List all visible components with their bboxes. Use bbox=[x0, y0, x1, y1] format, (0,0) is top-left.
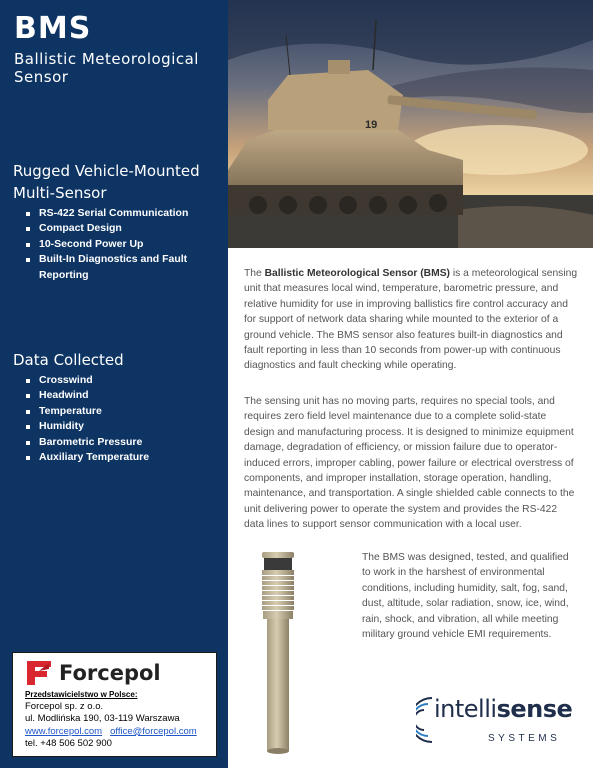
tank-hero-image bbox=[228, 0, 593, 248]
intro-product-name: Ballistic Meteorological Sensor (BMS) bbox=[264, 268, 450, 279]
intro-rest: is a meteorological sensing unit that measures local wind, temperature, barometric pressure, and relative humidity for use in improving ballistics fire control accuracy and for support of network data sharing while mounted to the exterior of a ground vehicle. The BMS sensor also features built-in diagnostics and fault reporting in less than 10 seconds from power-up with continuous diagnostics and fault checking while operating. bbox=[244, 268, 578, 372]
product-title: BMS bbox=[14, 11, 92, 46]
turret-number: 19 bbox=[365, 119, 378, 131]
forcepol-logo-icon bbox=[25, 659, 53, 687]
list-item: Compact Design bbox=[24, 221, 220, 236]
qualification-paragraph: The BMS was designed, tested, and qualified to work in the harshest of environmental conditions, including humidity, salt, fog, sand, dust, altitude, solar radiation, snow, ice, wind, rain, shock, and vibration, all while meeting military ground vehicle EMI requirements. bbox=[362, 552, 569, 641]
list-item: RS-422 Serial Communication bbox=[24, 206, 220, 221]
list-item: 10-Second Power Up bbox=[24, 237, 220, 252]
distributor-label: Przedstawicielstwo w Polsce: bbox=[25, 690, 138, 699]
intro-paragraph bbox=[244, 266, 579, 374]
distributor-links bbox=[25, 726, 197, 738]
intellisense-systems: SYSTEMS bbox=[488, 733, 561, 744]
distributor-phone: tel. +48 506 502 900 bbox=[25, 738, 112, 750]
email-link[interactable]: office@forcepol.com bbox=[110, 725, 197, 737]
sensor-product-image bbox=[254, 548, 302, 760]
list-item: Headwind bbox=[24, 388, 220, 403]
features-list bbox=[24, 206, 220, 283]
distributor-box bbox=[12, 652, 217, 757]
list-item: Temperature bbox=[24, 404, 220, 419]
list-item: Humidity bbox=[24, 419, 220, 434]
list-item: Auxiliary Temperature bbox=[24, 450, 220, 465]
list-item: Crosswind bbox=[24, 373, 220, 388]
data-collected-heading: Data Collected bbox=[13, 351, 124, 369]
intellisense-wordmark bbox=[434, 694, 572, 724]
list-item: Barometric Pressure bbox=[24, 435, 220, 450]
distributor-name: Forcepol sp. z o.o. bbox=[25, 701, 104, 712]
wordmark-part-sense: sense bbox=[496, 695, 573, 723]
forcepol-wordmark: Forcepol bbox=[59, 661, 161, 685]
intro-lead: The bbox=[244, 268, 265, 279]
website-link[interactable]: www.forcepol.com bbox=[25, 725, 103, 737]
design-paragraph: The sensing unit has no moving parts, requires no special tools, and requires zero field level maintenance due to a complete solid-state design and manufacturing process. It is designed to minimize equipment damage, degradation of efficiency, or mission failure due to operator-induced errors, improper cabling, power failure or electrical overstress of components, and improper installation, storage operation, handling, maintenance, and transportation. A single shielded cable connects to the unit delivering power to operate the system and provides the RS-422 data lines to support sensor communication with a local user. bbox=[244, 396, 575, 531]
sidebar bbox=[0, 0, 228, 768]
wordmark-part-intelli: intelli bbox=[434, 695, 497, 723]
data-collected-list bbox=[24, 373, 220, 465]
distributor-contact bbox=[25, 701, 197, 751]
product-subtitle: Ballistic Meteorological Sensor bbox=[14, 50, 199, 86]
list-item: Built-In Diagnostics and Fault Reporting bbox=[24, 252, 220, 283]
distributor-address: ul. Modlińska 190, 03-119 Warszawa bbox=[25, 713, 180, 725]
features-heading: Rugged Vehicle-Mounted Multi-Sensor bbox=[13, 162, 200, 202]
